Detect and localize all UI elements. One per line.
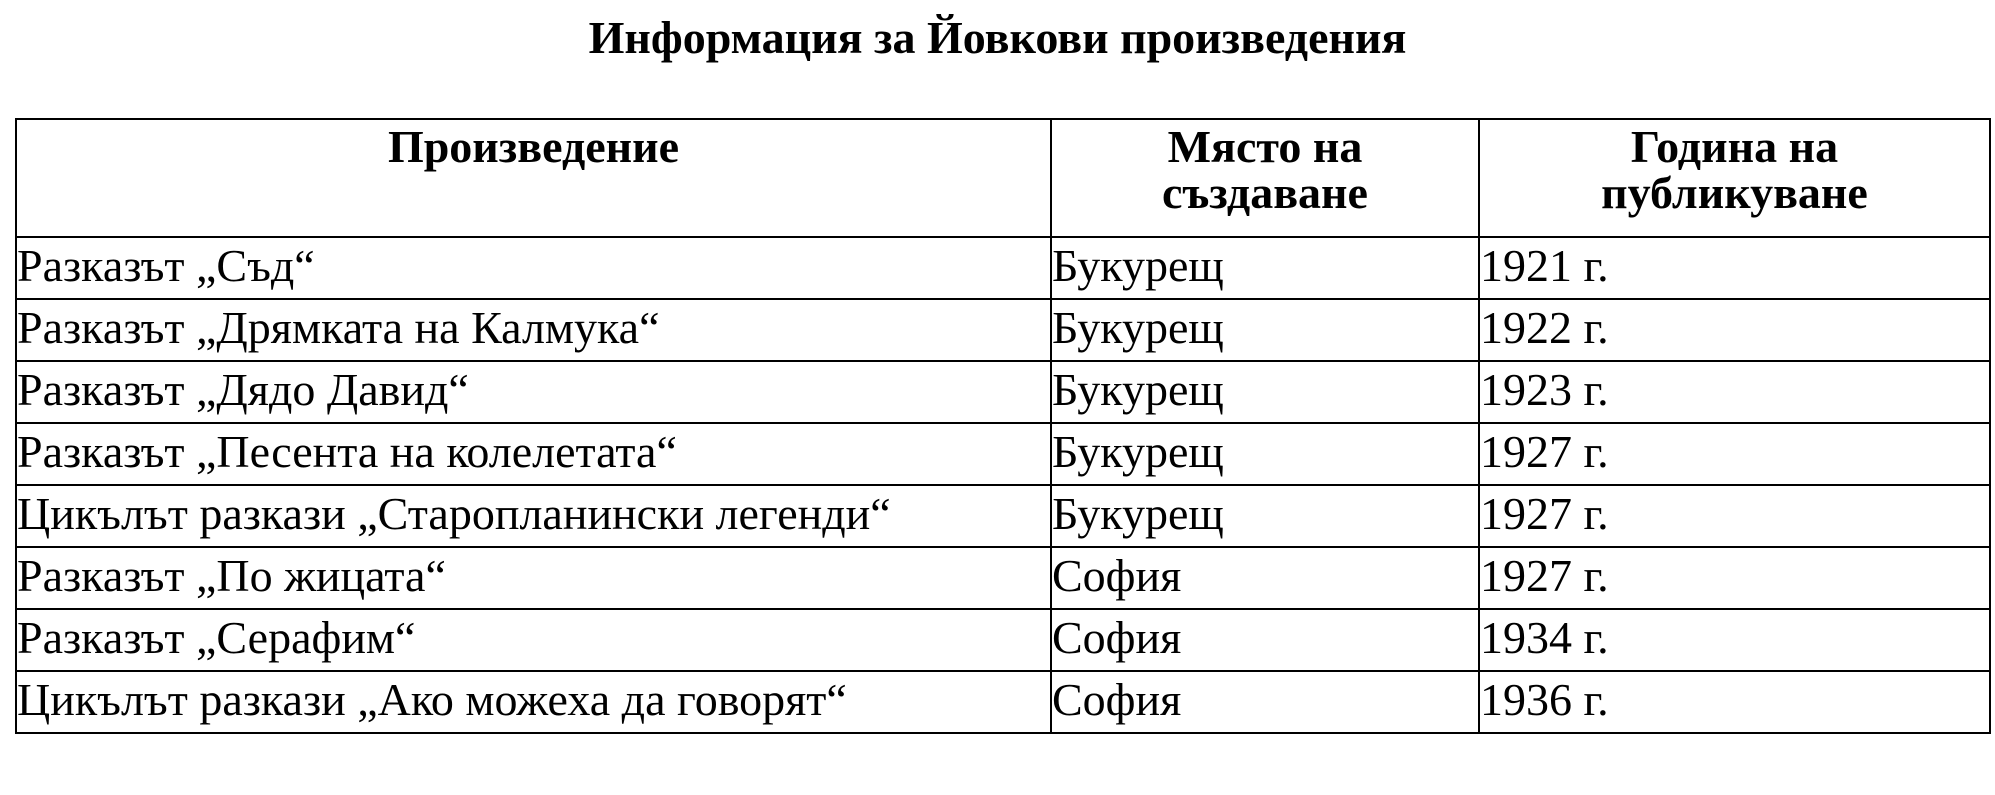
header-year-line1: Година на	[1630, 121, 1839, 172]
cell-place: Букурещ	[1051, 237, 1479, 299]
cell-place: София	[1051, 609, 1479, 671]
cell-year: 1923 г.	[1479, 361, 1990, 423]
table-header-row	[16, 119, 1990, 237]
cell-place: Букурещ	[1051, 361, 1479, 423]
cell-work: Разказът „Серафим“	[16, 609, 1051, 671]
header-work-label: Произведение	[387, 121, 680, 172]
cell-work: Разказът „По жицата“	[16, 547, 1051, 609]
cell-work: Разказът „Дядо Давид“	[16, 361, 1051, 423]
cell-year: 1936 г.	[1479, 671, 1990, 733]
cell-place: Букурещ	[1051, 485, 1479, 547]
cell-place: София	[1051, 547, 1479, 609]
header-year	[1479, 119, 1990, 237]
cell-year: 1927 г.	[1479, 547, 1990, 609]
table-row	[16, 299, 1990, 361]
cell-place: София	[1051, 671, 1479, 733]
cell-year: 1927 г.	[1479, 423, 1990, 485]
cell-work: Цикълът разкази „Старопланински легенди“	[16, 485, 1051, 547]
cell-year: 1921 г.	[1479, 237, 1990, 299]
header-place-line2: създаване	[1162, 167, 1368, 218]
cell-year: 1934 г.	[1479, 609, 1990, 671]
cell-work: Разказът „Дрямката на Калмука“	[16, 299, 1051, 361]
table-row	[16, 547, 1990, 609]
table-row	[16, 485, 1990, 547]
header-place-line1: Място на	[1167, 121, 1363, 172]
table-row	[16, 237, 1990, 299]
cell-year: 1927 г.	[1479, 485, 1990, 547]
table-row	[16, 361, 1990, 423]
header-work	[16, 119, 1051, 237]
header-year-line2: публикуване	[1601, 167, 1868, 218]
page-title: Информация за Йовкови произведения	[588, 12, 1407, 63]
table-row	[16, 609, 1990, 671]
cell-work: Разказът „Съд“	[16, 237, 1051, 299]
header-place	[1051, 119, 1479, 237]
table-row	[16, 423, 1990, 485]
cell-place: Букурещ	[1051, 299, 1479, 361]
table-row	[16, 671, 1990, 733]
cell-work: Разказът „Песента на колелетата“	[16, 423, 1051, 485]
cell-place: Букурещ	[1051, 423, 1479, 485]
works-table	[15, 118, 1991, 734]
cell-work: Цикълът разкази „Ако можеха да говорят“	[16, 671, 1051, 733]
cell-year: 1922 г.	[1479, 299, 1990, 361]
